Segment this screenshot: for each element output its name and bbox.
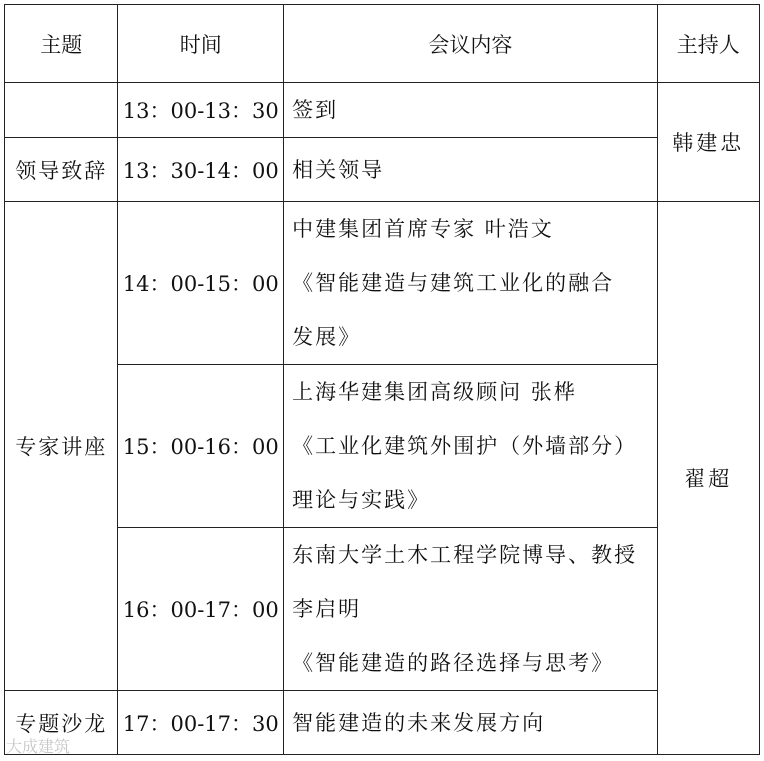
time-cell: 16：00-17：00 bbox=[118, 528, 284, 691]
content-line: 《智能建造的路径选择与思考》 bbox=[292, 651, 615, 675]
content-line: 理论与实践》 bbox=[292, 488, 431, 512]
content-cell bbox=[284, 83, 657, 138]
table-row bbox=[5, 365, 760, 528]
header-content: 会议内容 bbox=[284, 5, 657, 83]
watermark-logo: 大成建筑 bbox=[6, 737, 71, 756]
table-row bbox=[5, 691, 760, 755]
content-cell bbox=[284, 528, 657, 691]
theme-cell-empty bbox=[5, 83, 118, 138]
header-theme: 主题 bbox=[5, 5, 118, 83]
theme-cell: 专题沙龙 bbox=[5, 691, 118, 755]
table-row bbox=[5, 138, 760, 202]
table-row bbox=[5, 202, 760, 365]
time-cell: 13：00-13：30 bbox=[118, 83, 284, 138]
content-cell bbox=[284, 691, 657, 755]
table-row bbox=[5, 83, 760, 138]
content-cell bbox=[284, 202, 657, 365]
content-line: 签到 bbox=[292, 98, 339, 122]
time-cell: 17：00-17：30 bbox=[118, 691, 284, 755]
meeting-schedule-table bbox=[4, 4, 760, 755]
content-line: 李启明 bbox=[292, 597, 362, 621]
host-cell: 翟超 bbox=[657, 202, 759, 755]
theme-cell: 专家讲座 bbox=[5, 202, 118, 691]
header-time: 时间 bbox=[118, 5, 284, 83]
content-line: 中建集团首席专家 叶浩文 bbox=[292, 217, 554, 241]
host-cell: 韩建忠 bbox=[657, 83, 759, 202]
theme-cell: 领导致辞 bbox=[5, 138, 118, 202]
header-host: 主持人 bbox=[657, 5, 759, 83]
content-line: 发展》 bbox=[292, 325, 362, 349]
content-cell bbox=[284, 138, 657, 202]
time-cell: 13：30-14：00 bbox=[118, 138, 284, 202]
time-cell: 15：00-16：00 bbox=[118, 365, 284, 528]
content-line: 《智能建造与建筑工业化的融合 bbox=[292, 271, 615, 295]
content-line: 上海华建集团高级顾问 张桦 bbox=[292, 380, 577, 404]
content-line: 东南大学土木工程学院博导、教授 bbox=[292, 543, 638, 567]
content-line: 智能建造的未来发展方向 bbox=[292, 710, 546, 735]
content-line: 相关领导 bbox=[292, 157, 385, 182]
table-row bbox=[5, 528, 760, 691]
content-cell bbox=[284, 365, 657, 528]
content-line: 《工业化建筑外围护（外墙部分） bbox=[292, 434, 638, 458]
header-row bbox=[5, 5, 760, 83]
time-cell: 14：00-15：00 bbox=[118, 202, 284, 365]
